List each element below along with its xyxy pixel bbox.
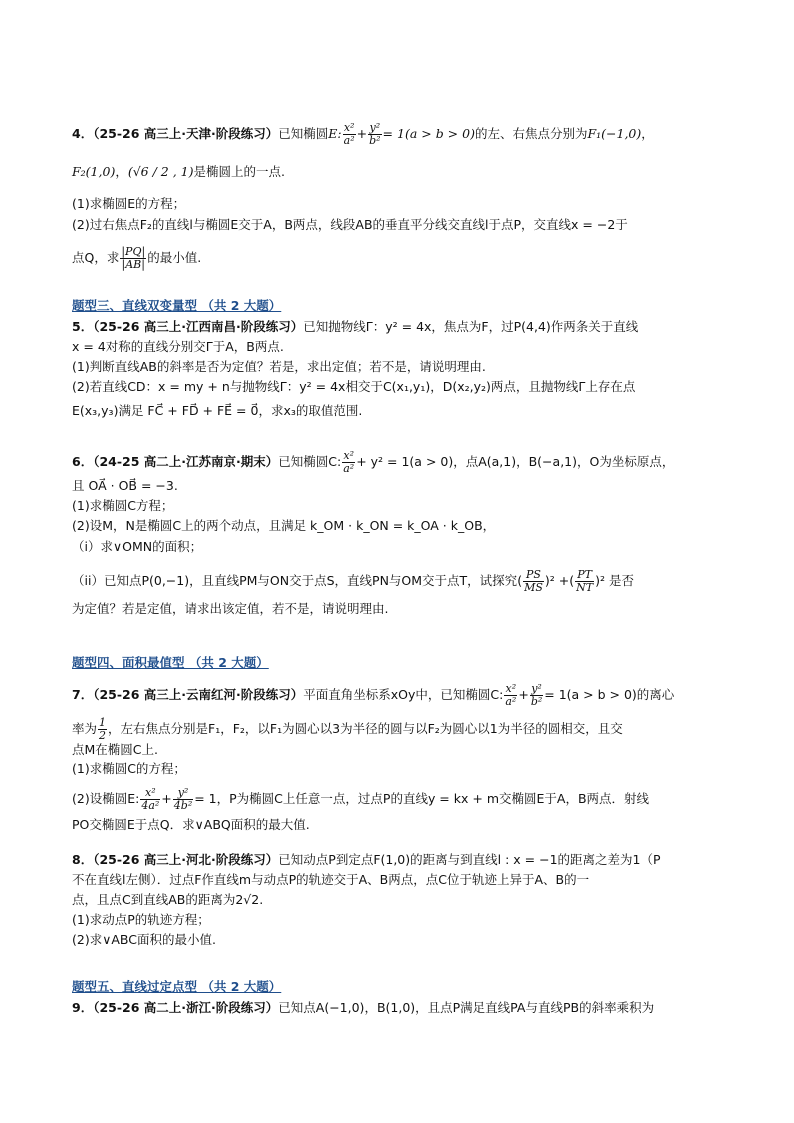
p8-line1: 8．（25-26 高三上·河北·阶段练习）已知动点P到定点F(1,0)的距离与到直线l : x = −1的距离之差为1（P [72, 852, 661, 867]
p8-q1: (1)求动点P的轨迹方程； [72, 912, 210, 927]
p4-q2b: 点Q，求 $\frac{|PQ|}{|AB|}$ 的最小值. [72, 245, 202, 271]
p6-q1: (1)求椭圆C方程； [72, 498, 174, 513]
p5-line1: 5．（25-26 高三上·江西南昌·阶段练习）已知抛物线Γ：y² = 4x，焦点为F，过P(4,4)作两条关于直线 [72, 319, 639, 334]
p9-number: 9． [72, 1000, 94, 1015]
p4-source: （25-26 高三上·天津·阶段练习） [93, 126, 279, 141]
p6-number: 6． [72, 454, 94, 469]
p5-number: 5． [72, 319, 94, 334]
p6-q2ii: （ii）已知点P(0,−1)，且直线PM与ON交于点S，直线PN与OM交于点T，试探究( $\frac{PS}{MS}$ )² +( $\frac{PT}{NT}$ )² 是否 [72, 568, 634, 594]
p4-line2-text: 是椭圆上的一点. [193, 164, 285, 179]
p8-q2: (2)求∨ABC面积的最小值. [72, 932, 216, 947]
p7-line2: 率为 $\frac{1}{2}$ ，左右焦点分别是F₁，F₂，以F₁为圆心以3为半径的圆与以F₂为圆心以1为半径的圆相交，且交 [72, 716, 623, 742]
p4-point: (√6 / 2 , 1) [127, 164, 194, 179]
p4-math: E: [328, 126, 342, 141]
p4-line1: 4．（25-26 高三上·天津·阶段练习）已知椭圆E: $\frac{\text{x²}}{\text{a²}}$ + $\frac{\text{y²}}{\text{b²}}$ = 1(a > b > 0)的左、右焦点分别为F₁(−1,0)， [72, 121, 654, 147]
p7-q1: (1)求椭圆C的方程； [72, 761, 186, 776]
p4-q1: (1)求椭圆E的方程； [72, 196, 186, 211]
p5-q1: (1)判断直线AB的斜率是否为定值？若是，求出定值；若不是，请说明理由. [72, 359, 486, 374]
p7-line1: 7．（25-26 高三上·云南红河·阶段练习）平面直角坐标系xOy中，已知椭圆C: $\frac{\text{x²}}{\text{a²}}$ + $\frac{\text{y²}}{\text{b²}}$ = 1(a > b > 0)的离心 [72, 682, 675, 708]
frac-pt-nt: $\frac{PT}{NT}$ [576, 568, 594, 594]
p4-q2a: (2)过右焦点F₂的直线l与椭圆E交于A，B两点，线段AB的垂直平分线交直线l于点P，交直线x = −2于 [72, 217, 628, 232]
p4-f2: F₂(1,0) [72, 164, 116, 179]
p5-q2a: (2)若直线CD：x = my + n与抛物线Γ：y² = 4x相交于C(x₁,y₁)，D(x₂,y₂)两点，且抛物线Γ上存在点 [72, 379, 636, 394]
p4-line2: F₂(1,0)，(√6 / 2 , 1)是椭圆上的一点. [72, 164, 285, 179]
p4-text: 已知椭圆 [278, 126, 329, 141]
p4-f1: F₁(−1,0) [587, 126, 642, 141]
p4-math2: = 1(a > b > 0) [382, 126, 475, 141]
frac-x-4a: $\frac{\text{x²}}{\text{4a²}}$ [141, 786, 160, 812]
p8-line3: 点，且点C到直线AB的距离为2√2. [72, 892, 264, 907]
p7-source: （25-26 高三上·云南红河·阶段练习） [93, 687, 304, 702]
p6-q2i: （i）求∨OMN的面积； [72, 539, 203, 554]
frac-y-b: $\frac{\text{y²}}{\text{b²}}$ [369, 121, 381, 147]
p5-q2b: E(x₃,y₃)满足 FC⃗ + FD⃗ + FE⃗ = 0⃗，求x₃的取值范围. [72, 403, 363, 418]
p6-line1: 6．（24-25 高二上·江苏南京·期末）已知椭圆C: $\frac{\text{x²}}{\text{a²}}$ + y² = 1(a > 0)，点A(a,1)，B(−a,1)，O为坐标原点， [72, 449, 675, 475]
p8-source: （25-26 高三上·河北·阶段练习） [93, 852, 279, 867]
frac-x-a-p6: $\frac{\text{x²}}{\text{a²}}$ [343, 449, 355, 475]
p7-q2: (2)设椭圆E: $\frac{\text{x²}}{\text{4a²}}$ + $\frac{\text{y²}}{\text{4b²}}$ = 1，P为椭圆C上任意一点，过点P的直线y = kx + m交椭圆E于A，B两点．射线 [72, 786, 650, 812]
frac-ps-ms: $\frac{PS}{MS}$ [524, 568, 543, 594]
p7-q2b: PO交椭圆E于点Q．求∨ABQ面积的最大值. [72, 817, 310, 832]
frac-x-a-p7: $\frac{\text{x²}}{\text{a²}}$ [505, 682, 517, 708]
section-heading-4: 题型四、面积最值型 （共 2 大题） [72, 655, 269, 670]
p9-line1: 9．（25-26 高二上·浙江·阶段练习）已知点A(−1,0)，B(1,0)，且点P满足直线PA与直线PB的斜率乘积为 [72, 1000, 655, 1015]
p6-source: （24-25 高二上·江苏南京·期末） [93, 454, 279, 469]
p8-number: 8． [72, 852, 94, 867]
p6-line2: 且 OA⃗ · OB⃗ = −3. [72, 478, 178, 493]
frac-pq-ab: $\frac{|PQ|}{|AB|}$ [121, 245, 146, 271]
p7-line3: 点M在椭圆C上. [72, 742, 158, 757]
p6-q2: (2)设M，N是椭圆C上的两个动点，且满足 k_OM · k_ON = k_OA · k_OB， [72, 518, 496, 533]
frac-y-4b: $\frac{\text{y²}}{\text{4b²}}$ [173, 786, 193, 812]
p4-number: 4． [72, 126, 94, 141]
p5-line2: x = 4对称的直线分别交Γ于A，B两点. [72, 339, 284, 354]
p6-q2ii-b: 为定值？若是定值，请求出该定值，若不是，请说明理由. [72, 601, 389, 616]
p5-source: （25-26 高三上·江西南昌·阶段练习） [93, 319, 304, 334]
p7-number: 7． [72, 687, 94, 702]
p4-text2: 的左、右焦点分别为 [474, 126, 588, 141]
section-heading-5: 题型五、直线过定点型 （共 2 大题） [72, 979, 282, 994]
p8-line2: 不在直线l左侧）．过点F作直线m与动点P的轨迹交于A、B两点，点C位于轨迹上异于A、B的一 [72, 872, 590, 887]
frac-y-b-p7: $\frac{\text{y²}}{\text{b²}}$ [530, 682, 543, 708]
frac-half: $\frac{1}{2}$ [99, 716, 107, 742]
p9-source: （25-26 高二上·浙江·阶段练习） [93, 1000, 279, 1015]
frac-x-a: $\frac{\text{x²}}{\text{a²}}$ [343, 121, 355, 147]
section-heading-3: 题型三、直线双变量型 （共 2 大题） [72, 298, 282, 313]
